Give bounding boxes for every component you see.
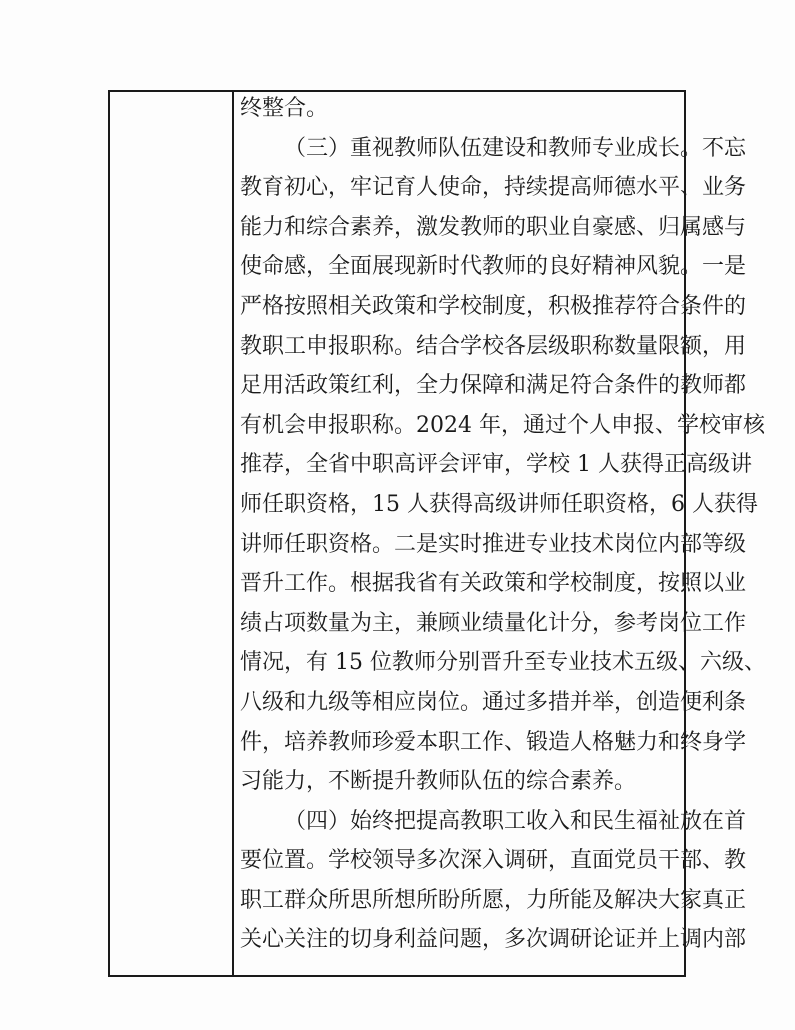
text-line: 推荐，全省中职高评会评审，学校 1 人获得正高级讲 [240, 452, 752, 478]
text-line: 师任职资格，15 人获得高级讲师任职资格，6 人获得 [240, 491, 758, 517]
text-line: 关心关注的切身利益问题，多次调研论证并上调内部 [240, 927, 747, 953]
text-line: 八级和九级等相应岗位。通过多措并举，创造便利条 [240, 689, 747, 715]
text-line: 严格按照相关政策和学校制度，积极推荐符合条件的 [240, 293, 747, 319]
text-line: 要位置。学校领导多次深入调研，直面党员干部、教 [240, 848, 747, 874]
text-line: 晋升工作。根据我省有关政策和学校制度，按照以业 [240, 571, 747, 597]
text-line: 讲师任职资格。二是实时推进专业技术岗位内部等级 [240, 531, 747, 557]
text-line: 教育初心，牢记育人使命，持续提高师德水平、业务 [240, 175, 747, 201]
text-line: 足用活政策红利，全力保障和满足符合条件的教师都 [240, 373, 747, 399]
text-line: 习能力，不断提升教师队伍的综合素养。 [240, 769, 637, 795]
text-line: 教职工申报职称。结合学校各层级职称数量限额，用 [240, 333, 747, 359]
text-line: 有机会申报职称。2024 年，通过个人申报、学校审核 [240, 412, 765, 438]
section-heading-3: （三）重视教师队伍建设和教师专业成长。不忘 [284, 135, 747, 161]
text-line: 职工群众所思所想所盼所愿，力所能及解决大家真正 [240, 887, 747, 913]
text-cell [240, 89, 766, 960]
text-line: 使命感，全面展现新时代教师的良好精神风貌。一是 [240, 254, 747, 280]
text-line: 能力和综合素养，激发教师的职业自豪感、归属感与 [240, 214, 747, 240]
text-line: 绩占项数量为主，兼顾业绩量化计分，参考岗位工作 [240, 610, 747, 636]
text-line: 终整合。 [240, 96, 329, 121]
text-line: 情况，有 15 位教师分别晋升至专业技术五级、六级、 [240, 650, 766, 676]
section-heading-4: （四）始终把提高教职工收入和民生福祉放在首 [284, 808, 747, 834]
text-line: 件，培养教师珍爱本职工作、锻造人格魅力和终身学 [240, 729, 747, 755]
column-divider [232, 90, 234, 977]
